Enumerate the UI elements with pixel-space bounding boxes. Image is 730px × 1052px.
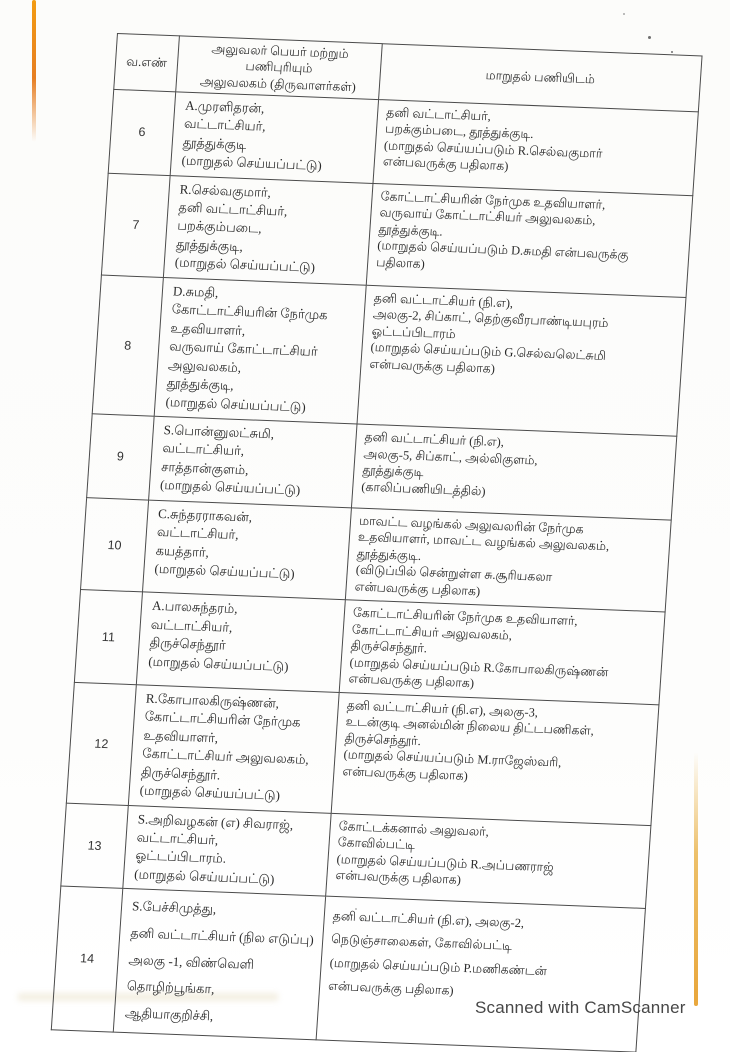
transfer-cell: கோட்டாட்சியரின் நேர்முக உதவியாளர், கோட்டாட்சியர் அலுவலகம், திருச்செந்தூர். (மாறுதல் செய்யப்படும் R.கோபாலகிருஷ்ணன் என்பவருக்கு பதிலாக) [339, 600, 665, 705]
officer-cell: S.பொன்னுலட்சுமி, வட்டாட்சியர், சாத்தான்குளம், (மாறுதல் செய்யப்பட்டு) [149, 416, 357, 507]
serial-cell: 12 [66, 682, 136, 805]
serial-cell: 8 [92, 275, 163, 416]
col-header-serial-number: வ.எண் [114, 34, 180, 92]
scan-speck [648, 36, 651, 39]
camscanner-watermark: Scanned with CamScanner [475, 998, 686, 1018]
transfer-cell: கோட்டாட்சியரின் நேர்முக உதவியாளர், வருவாய் கோட்டாட்சியர் அலுவலகம், தூத்துக்குடி. (மாறுதல் செய்யப்படும் D.சுமதி என்பவருக்கு பதிலாக) [366, 183, 693, 297]
transfer-order-table [51, 33, 703, 1052]
scan-artifact-orange-streak-left [32, 0, 36, 142]
serial-cell: 13 [61, 803, 129, 889]
transfer-cell: தனி வட்டாட்சியர், பறக்கும்படை, தூத்துக்குடி. (மாறுதல் செய்யப்படும் R.செல்வகுமார் என்பவருக்கு பதிலாக) [373, 99, 698, 195]
officer-cell: R.செல்வகுமார், தனி வட்டாட்சியர், பறக்கும்படை, தூத்துக்குடி, (மாறுதல் செய்யப்பட்டு) [163, 175, 373, 285]
transfer-cell: தனி வட்டாட்சியர் (நி.எ), அலகு-5, சிப்காட், அல்லிகுளம், தூத்துக்குடி (காலிப்பணியிடத்தில்) [351, 424, 676, 520]
transfer-cell: மாவட்ட வழங்கல் அலுவலரின் நேர்முக உதவியாளர், மாவட்ட வழங்கல் அலுவலகம், தூத்துக்குடி. (விடுப்பில் சென்றுள்ள சு.சூரியகலா என்பவருக்கு பதிலாக) [345, 508, 671, 613]
officer-cell: S.பேச்சிமுத்து, தனி வட்டாட்சியர் (நில எடுப்பு) அலகு -1, விண்வெளி தொழிற்பூங்கா, ஆதியாகுறிச்சி, [113, 889, 325, 1040]
officer-cell: R.கோபாலகிருஷ்ணன், கோட்டாட்சியரின் நேர்முக உதவியாளர், கோட்டாட்சியர் அலுவலகம், திருச்செந்தூர். (மாறுதல் செய்யப்பட்டு) [128, 685, 339, 813]
serial-cell: 14 [51, 886, 122, 1031]
table-row [66, 682, 659, 825]
scan-speck [623, 13, 625, 15]
officer-cell: A.பாலசுந்தரம், வட்டாட்சியர், திருச்செந்தூர் (மாறுதல் செய்யப்பட்டு) [136, 592, 345, 692]
transfer-cell: தனி வட்டாட்சியர் (நி.எ), அலகு-2, சிப்காட், தெற்குவீரபாண்டியபுரம் ஓட்டப்பிடாரம் (மாறுதல் செய்யப்படும் G.செல்வலெட்சுமி என்பவருக்கு பதிலாக) [357, 285, 686, 436]
scan-artifact-orange-streak-right [694, 752, 698, 1006]
officer-cell: A.முரளிதரன், வட்டாட்சியர், தூத்துக்குடி (மாறுதல் செய்யப்பட்டு) [170, 92, 378, 183]
serial-cell: 10 [81, 497, 149, 592]
serial-cell: 7 [101, 173, 170, 277]
serial-cell: 11 [74, 590, 142, 685]
table-row [51, 886, 645, 1051]
scan-speck [671, 51, 673, 53]
transfer-cell: தனி வட்டாட்சியர் (நி.எ), அலகு-2, நெடுஞ்சாலைகள், கோவில்பட்டி (மாறுதல் செய்யப்படும் P.மணிகண்டன் என்பவருக்கு பதிலாக) [316, 896, 645, 1051]
serial-cell: 6 [108, 89, 176, 175]
transfer-cell: தனி வட்டாட்சியர் (நி.எ), அலகு-3, உடன்குடி அனல்மின் நிலைய திட்டபணிகள், திருச்செந்தூர். (மாறுதல் செய்யப்படும் M.ராஜேஸ்வரி, என்பவருக்கு பதிலாக) [331, 692, 659, 825]
officer-cell: C.சுந்தரராகவன், வட்டாட்சியர், கயத்தார், (மாறுதல் செய்யப்பட்டு) [142, 500, 351, 600]
transfer-cell: கோட்டக்கனால் அலுவலர், கோவில்பட்டி (மாறுதல் செய்யப்படும் R.அப்பணராஜ் என்பவருக்கு பதிலாக) [326, 813, 651, 909]
col-header-transfer-posting: மாறுதல் பணியிடம் [379, 44, 702, 112]
serial-cell: 9 [87, 414, 155, 500]
table-row [92, 275, 686, 436]
officer-cell: S.அறிவழகன் (எ) சிவராஜ், வட்டாட்சியர், ஓட்டப்பிடாரம். (மாறுதல் செய்யப்பட்டு) [123, 805, 331, 896]
col-header-officer-name-office: அலுவலர் பெயர் மற்றும் பணிபுரியும் அலுவலகம் (திருவாளர்கள்) [176, 36, 383, 99]
officer-cell: D.சுமதி, கோட்டாட்சியரின் நேர்முக உதவியாளர், வருவாய் கோட்டாட்சியர் அலுவலகம், தூத்துக்குடி, (மாறுதல் செய்யப்பட்டு) [154, 277, 366, 424]
